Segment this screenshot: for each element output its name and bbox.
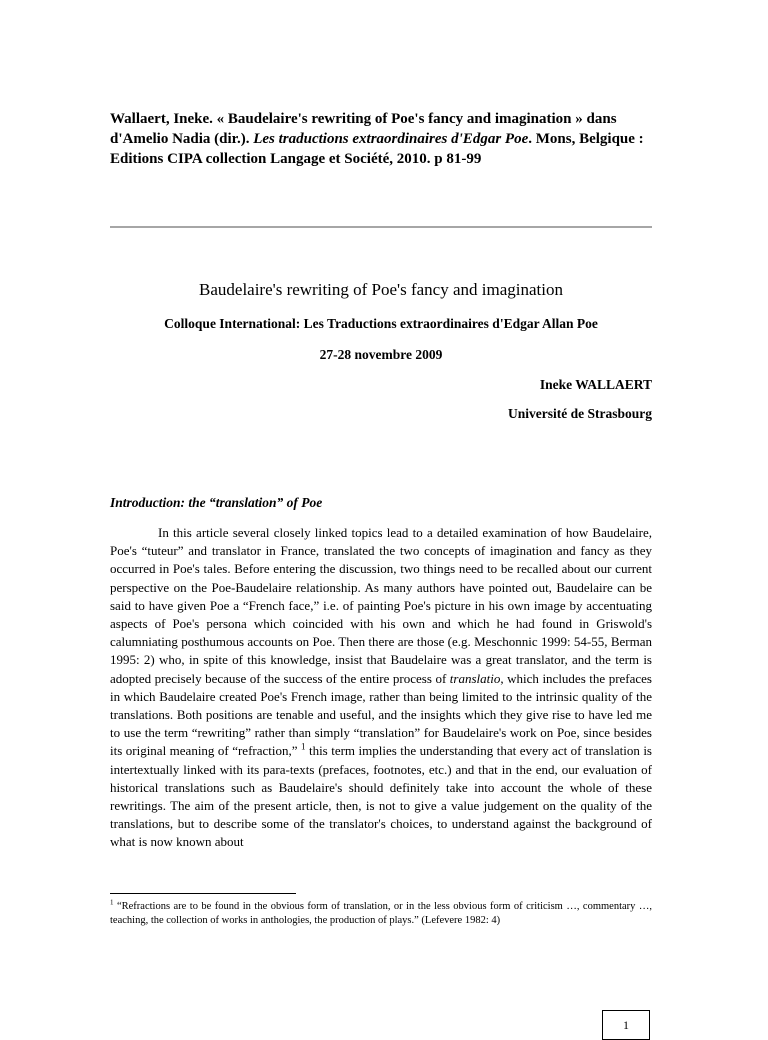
conference-date: 27-28 novembre 2009 <box>319 347 443 362</box>
body-paragraph <box>110 524 652 852</box>
author-affiliation: Université de Strasbourg <box>508 406 652 421</box>
body-text-segment-3: this term implies the understanding that every act of translation is intertextually linked with its para-texts (prefaces, footnotes, etc.) and that in the end, our evaluation of historical translations such as Baudelaire's should definitely take into account the whole of these rewritings. The aim of the present article, then, is not to give a value judgement on the quality of the translations, but to describe some of the translator's choices, to understand against the background of what is now known about <box>110 743 652 850</box>
citation-part1: Wallaert, Ineke. « Baudelaire's rewriting of Poe's fancy and imagination » dans d'Amelio Nadia (dir.). <box>110 111 617 147</box>
citation-book-title: Les traductions extraordinaires d'Edgar Poe <box>253 131 529 147</box>
section-heading: Introduction: the “translation” of Poe <box>110 495 323 510</box>
footnote-reference[interactable]: 1 <box>300 742 306 753</box>
header-divider <box>110 226 652 228</box>
author-name: Ineke WALLAERT <box>539 377 652 392</box>
body-text-segment-1: In this article several closely linked topics lead to a detailed examination of how Baudelaire, Poe's “tuteur” and translator in France, translated the two concepts of imagination and fancy as they occurred in Poe's tales. Before entering the discussion, two things need to be recalled about our current perspective on the Poe-Baudelaire relationship. As many authors have pointed out, Baudelaire can be said to have given Poe a “French face,” i.e. of painting Poe's picture in his own image by accentuating aspects of Poe's persona which coincided with his own and which he had found in Griswold's calumniating posthumous accounts on Poe. Then there are those (e.g. Meschonnic 1999: 54-55, Berman 1995: 2) who, in spite of this knowledge, insist that Baudelaire was a great translator, and the term is adopted precisely because of the success of the entire process of <box>110 525 652 686</box>
article-title: Baudelaire's rewriting of Poe's fancy and imagination <box>199 280 563 299</box>
body-text-segment-2: , which includes the prefaces in which Baudelaire created Poe's French image, rather than being limited to the intrinsic quality of the translations. Both positions are tenable and useful, and the insights which they give rise to have led me to use the term “rewriting” rather than simply “translation” for Baudelaire's work on Poe, since besides its original meaning of “refraction,” <box>110 670 652 759</box>
footnote-marker: 1 <box>110 898 114 907</box>
bibliographic-citation <box>110 109 655 169</box>
conference-subtitle: Colloque International: Les Traductions extraordinaires d'Edgar Allan Poe <box>164 316 598 331</box>
footnote-text: “Refractions are to be found in the obvious form of translation, or in the less obvious form of criticism …, commentary …, teaching, the collection of works in anthologies, the production of plays.” (Lefevere 1982: 4) <box>110 901 652 926</box>
footnote <box>110 900 652 928</box>
page-number: 1 <box>602 1010 650 1040</box>
body-italic-term: translatio <box>449 670 501 686</box>
citation-part2: . Mons, Belgique : Editions CIPA collection Langage et Société, 2010. p 81-99 <box>110 131 644 167</box>
footnote-divider <box>110 893 296 894</box>
